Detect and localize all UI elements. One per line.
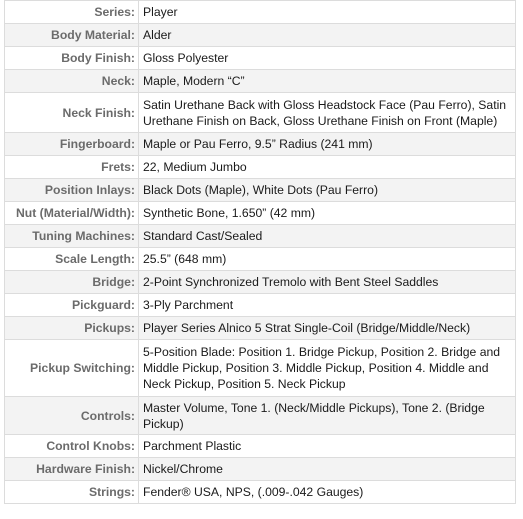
spec-value: Player (139, 1, 516, 24)
spec-label: Neck: (5, 70, 139, 93)
spec-label: Nut (Material/Width): (5, 202, 139, 225)
spec-row-pickups (5, 317, 516, 340)
spec-label: Pickguard: (5, 294, 139, 317)
spec-label: Strings: (5, 481, 139, 504)
spec-value: 5-Position Blade: Position 1. Bridge Pickup, Position 2. Bridge and Middle Pickup, Position 3. Middle Pickup, Position 4. Middle and Neck Pickup, Position 5. Neck Pickup (139, 340, 516, 397)
spec-row-series (5, 1, 516, 24)
spec-row-frets (5, 156, 516, 179)
spec-label: Hardware Finish: (5, 458, 139, 481)
spec-row-tuning-machines (5, 225, 516, 248)
spec-value: Maple or Pau Ferro, 9.5” Radius (241 mm) (139, 133, 516, 156)
spec-row-body-finish (5, 47, 516, 70)
spec-value: 3-Ply Parchment (139, 294, 516, 317)
spec-value: Parchment Plastic (139, 435, 516, 458)
spec-row-pickguard (5, 294, 516, 317)
spec-label: Frets: (5, 156, 139, 179)
spec-row-body-material (5, 24, 516, 47)
spec-row-neck (5, 70, 516, 93)
spec-row-controls (5, 397, 516, 435)
spec-value: Maple, Modern “C” (139, 70, 516, 93)
spec-label: Body Material: (5, 24, 139, 47)
spec-label: Position Inlays: (5, 179, 139, 202)
spec-row-strings (5, 481, 516, 504)
spec-row-scale-length (5, 248, 516, 271)
spec-label: Pickup Switching: (5, 340, 139, 397)
spec-value: Fender® USA, NPS, (.009-.042 Gauges) (139, 481, 516, 504)
spec-value: 25.5” (648 mm) (139, 248, 516, 271)
spec-label: Bridge: (5, 271, 139, 294)
spec-row-pickup-switching (5, 340, 516, 397)
spec-value: Standard Cast/Sealed (139, 225, 516, 248)
spec-label: Neck Finish: (5, 93, 139, 133)
spec-value: Nickel/Chrome (139, 458, 516, 481)
spec-label: Controls: (5, 397, 139, 435)
spec-row-position-inlays (5, 179, 516, 202)
spec-label: Tuning Machines: (5, 225, 139, 248)
spec-value: Player Series Alnico 5 Strat Single-Coil (Bridge/Middle/Neck) (139, 317, 516, 340)
specifications-table (4, 0, 516, 504)
spec-row-neck-finish (5, 93, 516, 133)
spec-row-nut (5, 202, 516, 225)
spec-value: 22, Medium Jumbo (139, 156, 516, 179)
spec-value: Black Dots (Maple), White Dots (Pau Ferro) (139, 179, 516, 202)
spec-row-fingerboard (5, 133, 516, 156)
spec-label: Body Finish: (5, 47, 139, 70)
spec-label: Pickups: (5, 317, 139, 340)
spec-label: Fingerboard: (5, 133, 139, 156)
spec-value: Alder (139, 24, 516, 47)
spec-label: Scale Length: (5, 248, 139, 271)
spec-label: Series: (5, 1, 139, 24)
spec-value: 2-Point Synchronized Tremolo with Bent Steel Saddles (139, 271, 516, 294)
spec-value: Satin Urethane Back with Gloss Headstock Face (Pau Ferro), Satin Urethane Finish on Back, Gloss Urethane Finish on Front (Maple) (139, 93, 516, 133)
spec-row-bridge (5, 271, 516, 294)
spec-value: Synthetic Bone, 1.650” (42 mm) (139, 202, 516, 225)
spec-row-hardware-finish (5, 458, 516, 481)
spec-row-control-knobs (5, 435, 516, 458)
spec-value: Gloss Polyester (139, 47, 516, 70)
spec-value: Master Volume, Tone 1. (Neck/Middle Pickups), Tone 2. (Bridge Pickup) (139, 397, 516, 435)
spec-label: Control Knobs: (5, 435, 139, 458)
